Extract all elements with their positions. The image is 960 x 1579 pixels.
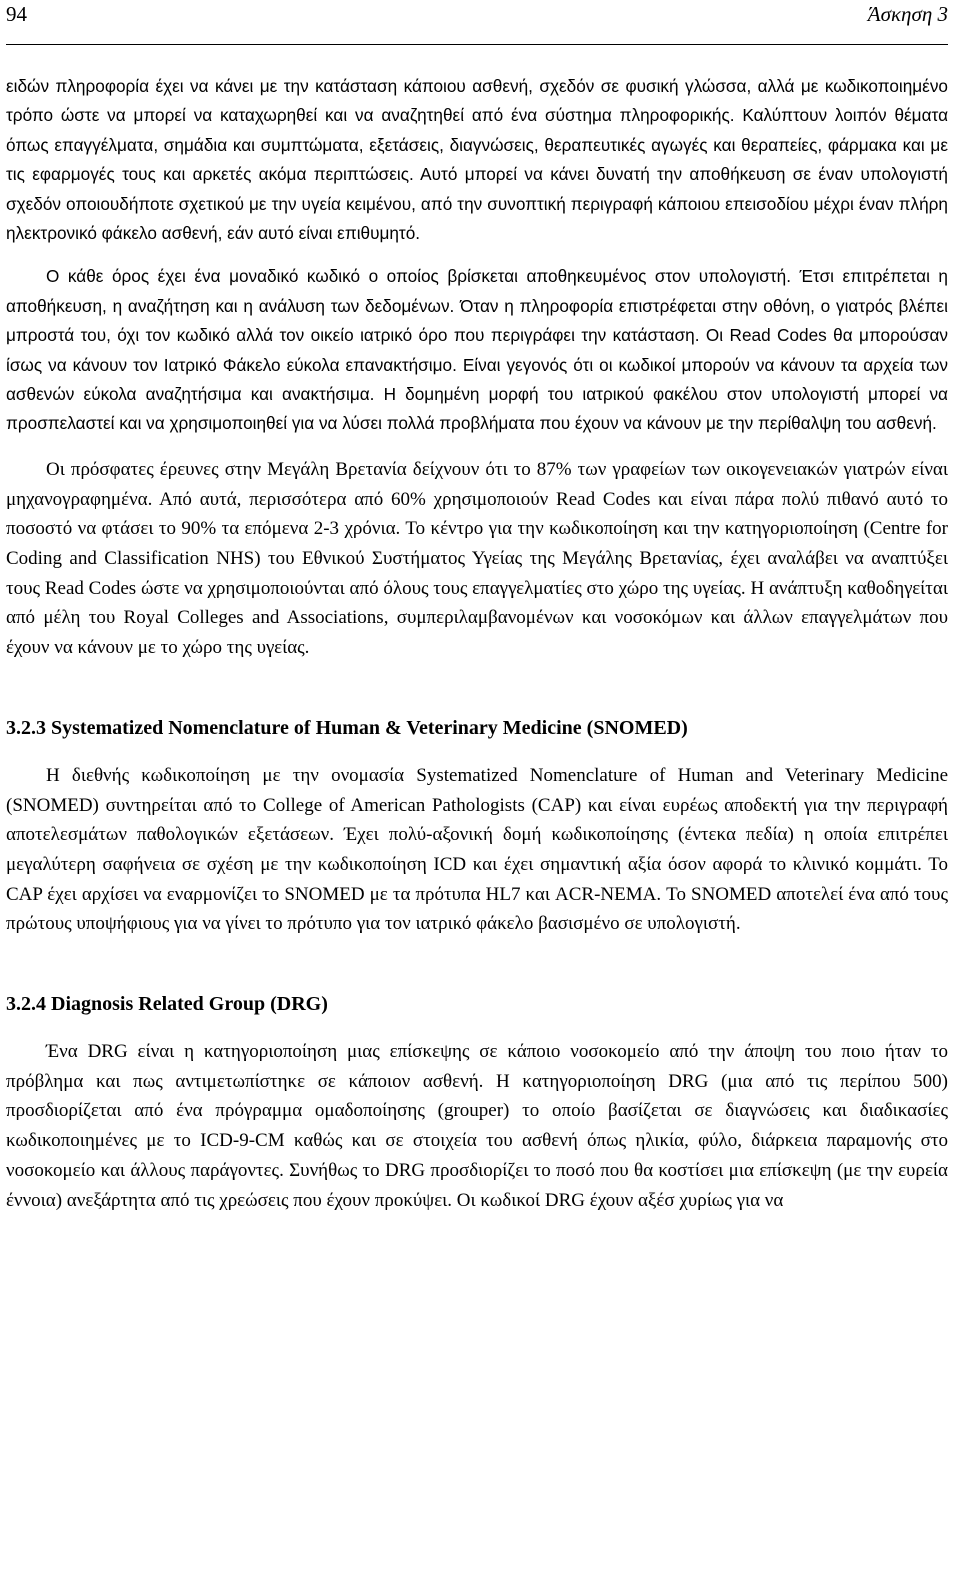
section-heading-snomed: 3.2.3 Systematized Nomenclature of Human & Veterinary Medicine (SNOMED) xyxy=(6,716,688,739)
page-number: 94 xyxy=(6,2,27,26)
paragraph-continued: ειδών πληροφορία έχει να κάνει με την κατάσταση κάποιου ασθενή, σχεδόν σε φυσική γλώσσα, αλλά με κωδικοποιημένο τρόπο ώστε να μπορεί να καταχωρηθεί και να αναζητηθεί από ένα σύστημα πληροφορικής. Καλύπτουν λοιπόν θέματα όπως επαγγέλματα, σημάδια και συμπτώματα, εξετάσεις, διαγνώσεις, θεραπευτικές αγωγές και θεραπείες, φάρμακα και με τις εφαρμογές τους και αρκετές ακόμα περιπτώσεις. Αυτό μπορεί να κάνει δυνατή την αποθήκευση σε έναν υπολογιστή σχεδόν οποιουδήποτε σχετικού με την υγεία κειμένου, από την συνοπτική περιγραφή κάποιου επεισοδίου μέχρι έναν πλήρη ηλεκτρονικό φάκελο ασθενή, εάν αυτό είναι επιθυμητό. xyxy=(6,76,948,244)
paragraph-drg: Ένα DRG είναι η κατηγοριοποίηση μιας επίσκεψης σε κάποιο νοσοκομείο από την άποψη του ποιο ήταν το πρόβλημα και πως αντιμετωπίστηκε σε κάποιον ασθενή. Η κατηγοριοποίηση DRG (μια από τις περίπου 500) προσδιορίζεται από ένα πρόγραμμα ομαδοποίησης (grouper) το οποίο βασίζεται σε διαγνώσεις και διαδικασίες κωδικοποιημένες με το ICD-9-CM καθώς και σε στοιχεία του ασθενή όπως ηλικία, φύλο, διάρκεια παραμονής στο νοσοκομείο και άλλους παράγοντες. Συνήθως το DRG προσδιορίζει το ποσό που θα κοστίσει μια επίσκεψη (με την ευρεία έννοια) ανεξάρτητα από τις χρεώσεις που έχουν προκύψει. Οι κωδικοί DRG έχουν αξέσ χυρίως για να xyxy=(6,1041,948,1211)
page-header xyxy=(6,0,948,45)
chapter-title: Άσκηση 3 xyxy=(867,2,948,26)
document-page xyxy=(6,0,948,1211)
paragraph-read-codes: Ο κάθε όρος έχει ένα μοναδικό κωδικό ο οποίος βρίσκεται αποθηκευμένος στον υπολογιστή. Έτσι επιτρέπεται η αποθήκευση, η αναζήτηση και η ανάλυση των δεδομένων. Όταν η πληροφορία επιστρέφεται στην οθόνη, ο γιατρός βλέπει μπροστά του, όχι τον κωδικό αλλά τον οικείο ιατρικό όρο που περιγράφει την κατάσταση. Οι Read Codes θα μπορούσαν ίσως να κάνουν τον Ιατρικό Φάκελο εύκολα επανακτήσιμο. Είναι γεγονός ότι οι κωδικοί μπορούν να κάνουν τα αρχεία των ασθενών εύκολα αναζητήσιμα και ανακτήσιμα. Η δομημένη μορφή του ιατρικού φακέλου στον υπολογιστή μπορεί να προσπελαστεί και να χρησιμοποιηθεί για να λύσει πολλά προβλήματα που έχουν να κάνουν με την περίθαλψη του ασθενή. xyxy=(6,266,948,434)
paragraph-uk-research: Οι πρόσφατες έρευνες στην Μεγάλη Βρετανία δείχνουν ότι το 87% των γραφείων των οικογενειακών γιατρών είναι μηχανογραφημένα. Από αυτά, περισσότερα από 60% χρησιμοποιούν Read Codes και είναι πάρα πολύ πιθανό αυτό το ποσοστό να φτάσει το 90% τα επόμενα 2-3 χρόνια. Το κέντρο για την κωδικοποίηση και την κατηγοριοποίηση (Centre for Coding and Classification NHS) του Εθνικού Συστήματος Υγείας της Μεγάλης Βρετανίας, έχει αναλάβει να αναπτύξει τους Read Codes ώστε να χρησιμοποιούνται από όλους τους επαγγελματίες στο χώρο της υγείας. Η ανάπτυξη καθοδηγείται από μέλη του Royal Colleges and Associations, συμπεριλαμβανομένων και νοσοκόμων και άλλων επαγγελμάτων που έχουν να κάνουν με το χώρο της υγείας. xyxy=(6,458,948,659)
paragraph-snomed: Η διεθνής κωδικοποίηση με την ονομασία Systematized Nomenclature of Human and Veterinary Medicine (SNOMED) συντηρείται από το College of American Pathologists (CAP) και είναι ευρέως αποδεκτή για την περιγραφή αποτελεσμάτων παθολογικών εξετάσεων. Έχει πολύ-αξονική δομή κωδικοποίησης (έντεκα πεδία) η οποία επιτρέπει μεγαλύτερη σαφήνεια σε σχέση με την κωδικοποίηση ICD και έχει σημαντική αξία όσον αφορά το κλινικό κομμάτι. Το CAP έχει αρχίσει να εναρμονίζει το SNOMED με τα πρότυπα HL7 και ACR-NEMA. Το SNOMED αποτελεί ένα από τους πρώτους υποψήφιους για να γίνει το πρότυπο για τον ιατρικό φάκελο βασισμένο σε υπολογιστή. xyxy=(6,764,948,935)
section-heading-drg: 3.2.4 Diagnosis Related Group (DRG) xyxy=(6,993,328,1016)
page-body xyxy=(6,72,948,1215)
